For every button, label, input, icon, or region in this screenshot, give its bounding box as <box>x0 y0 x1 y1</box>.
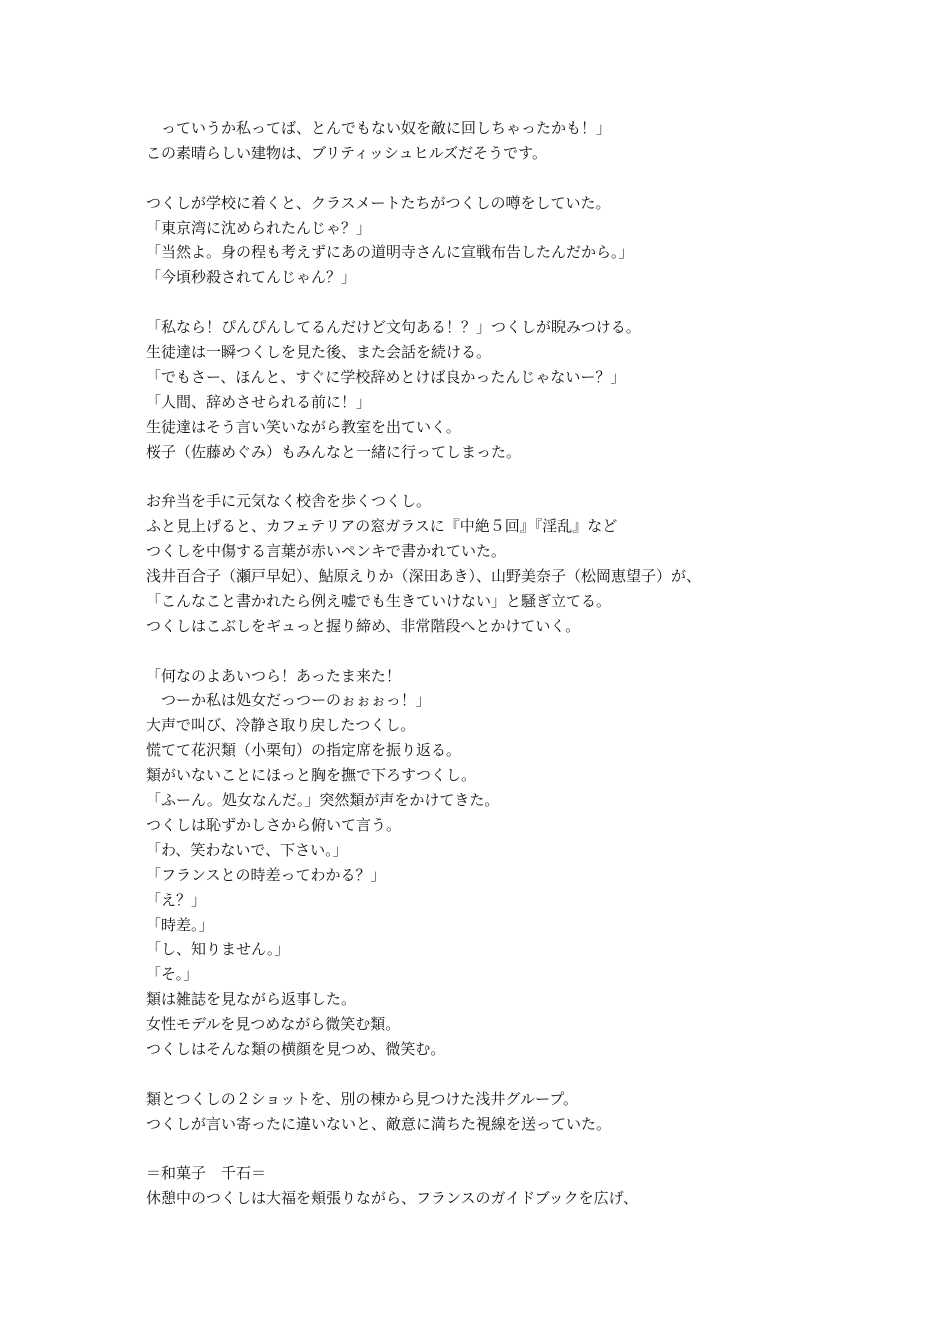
text-line: お弁当を手に元気なく校舎を歩くつくし。 <box>146 492 432 511</box>
text-line: つーか私は処女だっつーのぉぉぉっ！」 <box>146 691 431 710</box>
blank-line <box>146 1137 926 1162</box>
blank-line <box>146 639 926 664</box>
text-line: 「東京湾に沈められたんじゃ？」 <box>146 218 372 237</box>
text-line: 浅井百合子（瀬戸早妃）、鮎原えりか（深田あき）、山野美奈子（松岡恵望子）が、 <box>146 567 702 586</box>
text-line: 「何なのよあいつら！あったま来た！ <box>146 666 401 685</box>
text-line: つくしが学校に着くと、クラスメートたちがつくしの噂をしていた。 <box>146 193 611 212</box>
text-line: この素晴らしい建物は、ブリティッシュヒルズだそうです。 <box>146 143 547 162</box>
text-line: 「し、知りません。」 <box>146 940 290 959</box>
text-line: 生徒達はそう言い笑いながら教室を出ていく。 <box>146 417 461 436</box>
text-line: つくしはこぶしをギュっと握り締め、非常階段へとかけていく。 <box>146 616 581 635</box>
text-line: 慌てて花沢類（小栗旬）の指定席を振り返る。 <box>146 741 462 760</box>
text-line: 「でもさー、ほんと、すぐに学校辞めとけば良かったんじゃないー？」 <box>146 367 626 386</box>
blank-line <box>146 464 926 489</box>
text-line: 「人間、辞めさせられる前に！」 <box>146 392 372 411</box>
text-line: 「ふーん。処女なんだ。」突然類が声をかけてきた。 <box>146 791 500 810</box>
text-line: っていうか私ってば、とんでもない奴を敵に回しちゃったかも！」 <box>146 119 612 137</box>
text-line: 「こんなこと書かれたら例え嘘でも生きていけない」と騒ぎ立てる。 <box>146 591 612 610</box>
text-line: 「フランスとの時差ってわかる？」 <box>146 865 386 884</box>
text-line: 「そ。」 <box>146 965 199 984</box>
blank-line <box>146 166 926 191</box>
blank-line <box>146 1062 926 1087</box>
text-line: 「当然よ。身の程も考えずにあの道明寺さんに宣戦布告したんだから。」 <box>146 243 634 262</box>
blank-line <box>146 290 926 315</box>
text-line: つくしを中傷する言葉が赤いペンキで書かれていた。 <box>146 542 507 561</box>
text-line: 「今頃秒殺されてんじゃん？」 <box>146 268 357 287</box>
text-line: 類とつくしの２ショットを、別の棟から見つけた浅井グループ。 <box>146 1089 579 1108</box>
text-line: つくしはそんな類の横顔を見つめ、微笑む。 <box>146 1039 446 1058</box>
document-body <box>146 116 926 1211</box>
text-line: 類は雑誌を見ながら返事した。 <box>146 990 357 1009</box>
text-line: つくしは恥ずかしさから俯いて言う。 <box>146 815 402 834</box>
text-line: ふと見上げると、カフェテリアの窓ガラスに『中絶５回』『淫乱』など <box>146 517 618 536</box>
text-line: 女性モデルを見つめながら微笑む類。 <box>146 1015 401 1034</box>
text-line: 休憩中のつくしは大福を頬張りながら、フランスのガイドブックを広げ、 <box>146 1189 639 1208</box>
text-line: ＝和菓子 千石＝ <box>146 1164 267 1183</box>
text-line: 生徒達は一瞬つくしを見た後、また会話を続ける。 <box>146 343 492 362</box>
text-line: 「時差。」 <box>146 915 214 934</box>
text-line: つくしが言い寄ったに違いないと、敵意に満ちた視線を送っていた。 <box>146 1114 612 1133</box>
text-line: 「わ、笑わないで、下さい。」 <box>146 840 348 859</box>
text-line: 類がいないことにほっと胸を撫で下ろすつくし。 <box>146 766 477 785</box>
text-line: 「え？」 <box>146 890 207 909</box>
text-line: 大声で叫び、冷静さ取り戻したつくし。 <box>146 716 416 735</box>
text-line: 「私なら！ぴんぴんしてるんだけど文句ある！？」つくしが睨みつける。 <box>146 318 641 337</box>
text-line: 桜子（佐藤めぐみ）もみんなと一緒に行ってしまった。 <box>146 442 522 461</box>
